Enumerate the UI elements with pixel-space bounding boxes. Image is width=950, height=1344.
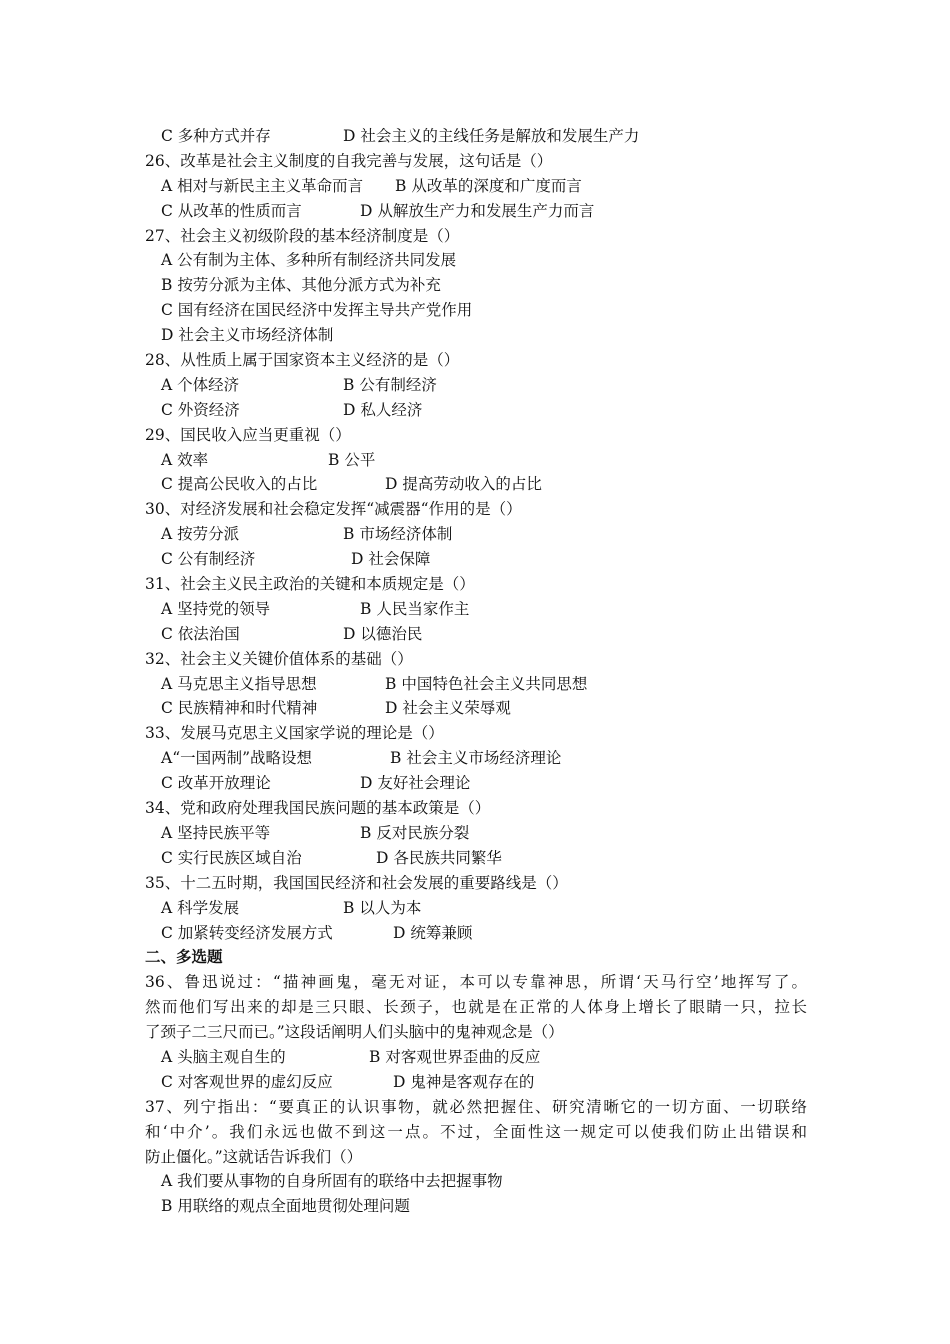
answer-option: A 个体经济 [161, 375, 240, 394]
answer-option: B 以人为本 [343, 898, 422, 917]
options-row [145, 622, 807, 647]
options-row [145, 398, 807, 423]
options-row [145, 448, 807, 473]
answer-option: A 我们要从事物的自身所固有的联络中去把握事物 [161, 1172, 503, 1191]
answer-option: B 公平 [328, 450, 376, 469]
answer-option: A 公有制为主体、多种所有制经济共同发展 [161, 251, 457, 270]
options-row [145, 298, 807, 323]
answer-option: D 各民族共同繁华 [376, 848, 502, 867]
answer-option: D 社会主义的主线任务是解放和发展生产力 [343, 127, 640, 145]
answer-option: D 社会主义荣辱观 [385, 699, 511, 718]
answer-option: D 统筹兼顾 [393, 923, 473, 942]
options-row [145, 1045, 807, 1070]
answer-option: A 马克思主义指导思想 [161, 674, 317, 693]
options-row [145, 771, 807, 796]
options-row [145, 1169, 807, 1194]
options-row [145, 896, 807, 921]
answer-option: B 从改革的深度和广度而言 [395, 176, 582, 195]
answer-option: A 坚持党的领导 [161, 599, 271, 618]
question-paragraph-line: 37、列宁指出：“要真正的认识事物，就必然把握住、研究清晰它的一切方面、一切联络 [145, 1097, 807, 1116]
answer-option: C 外资经济 [161, 400, 240, 419]
options-row [145, 547, 807, 572]
options-row [145, 273, 807, 298]
answer-option: C 提高公民收入的占比 [161, 475, 318, 494]
question-paragraph-line: 然而他们写出来的却是三只眼、长颈子，也就是在正常的人体身上增长了眼睛一只，拉长 [145, 998, 807, 1017]
answer-option: D 社会保障 [351, 550, 431, 569]
options-row [145, 746, 807, 771]
question-paragraph-line: 防止僵化。”这就话告诉我们（） [145, 1147, 363, 1166]
answer-option: D 私人经济 [343, 400, 423, 419]
question-paragraph-line: 和‘中介’。我们永远也做不到这一点。不过，全面性这一规定可以使我们防止出错误和 [145, 1122, 807, 1141]
options-row [145, 323, 807, 348]
options-row [145, 846, 807, 871]
options-row [145, 672, 807, 697]
section-heading: 二、多选题 [145, 947, 223, 967]
options-row [145, 373, 807, 398]
answer-option: C 实行民族区域自治 [161, 848, 302, 867]
answer-option: C 民族精神和时代精神 [161, 699, 318, 718]
options-row [145, 597, 807, 622]
answer-option: A“一国两制”战略设想 [161, 749, 313, 768]
answer-option: B 反对民族分裂 [360, 823, 470, 842]
answer-option: C 从改革的性质而言 [161, 201, 302, 220]
question-text: 29、国民收入应当更重视（） [145, 425, 351, 444]
answer-option: D 从解放生产力和发展生产力而言 [360, 201, 595, 220]
answer-option: D 友好社会理论 [360, 774, 471, 793]
options-row [145, 696, 807, 721]
question-text: 33、发展马克思主义国家学说的理论是（） [145, 724, 444, 743]
options-row [145, 522, 807, 547]
answer-option: A 科学发展 [161, 898, 240, 917]
answer-option: B 公有制经济 [343, 375, 437, 394]
question-paragraph-line: 了颈子二三尺而已。”这段话阐明人们头脑中的鬼神观念是（） [145, 1023, 564, 1042]
question-text: 28、从性质上属于国家资本主义经济的是（） [145, 351, 460, 370]
answer-option: A 头脑主观自生的 [161, 1047, 286, 1066]
answer-option: C 多种方式并存 [161, 127, 271, 145]
question-paragraph-line: 36、鲁迅说过：“描神画鬼，毫无对证，本可以专靠神思，所谓‘天马行空’地挥写了。 [145, 973, 807, 992]
answer-option: C 国有经济在国民经济中发挥主导共产党作用 [161, 301, 473, 320]
answer-option: C 依法治国 [161, 624, 240, 643]
options-row [145, 174, 807, 199]
answer-option: B 人民当家作主 [360, 599, 470, 618]
options-row [145, 1070, 807, 1095]
options-row [145, 921, 807, 946]
options-row [145, 1194, 807, 1219]
options-row [145, 199, 807, 224]
question-text: 31、社会主义民主政治的关键和本质规定是（） [145, 575, 475, 594]
answer-option: A 按劳分派 [161, 525, 240, 544]
question-text: 26、改革是社会主义制度的自我完善与发展，这句话是（） [145, 151, 553, 170]
question-text: 27、社会主义初级阶段的基本经济制度是（） [145, 226, 460, 245]
options-row [145, 124, 807, 149]
answer-option: C 公有制经济 [161, 550, 256, 569]
answer-option: C 改革开放理论 [161, 774, 271, 793]
answer-option: D 鬼神是客观存在的 [393, 1072, 535, 1091]
answer-option: A 相对与新民主主义革命而言 [161, 176, 364, 195]
answer-option: A 效率 [161, 450, 209, 469]
options-row [145, 248, 807, 273]
answer-option: D 提高劳动收入的占比 [385, 475, 542, 494]
question-text: 34、党和政府处理我国民族问题的基本政策是（） [145, 799, 491, 818]
options-row [145, 821, 807, 846]
answer-option: C 对客观世界的虚幻反应 [161, 1072, 333, 1091]
answer-option: B 中国特色社会主义共同思想 [385, 674, 588, 693]
answer-option: B 按劳分派为主体、其他分派方式为补充 [161, 276, 441, 295]
exam-content [145, 124, 807, 1219]
answer-option: C 加紧转变经济发展方式 [161, 923, 333, 942]
question-text: 32、社会主义关键价值体系的基础（） [145, 649, 413, 668]
answer-option: A 坚持民族平等 [161, 823, 271, 842]
answer-option: B 用联络的观点全面地贯彻处理问题 [161, 1197, 410, 1216]
answer-option: B 市场经济体制 [343, 525, 453, 544]
question-text: 30、对经济发展和社会稳定发挥“减震器“作用的是（） [145, 500, 522, 519]
answer-option: B 社会主义市场经济理论 [390, 749, 562, 768]
options-row [145, 472, 807, 497]
answer-option: D 社会主义市场经济体制 [161, 326, 334, 345]
answer-option: D 以德治民 [343, 624, 423, 643]
question-text: 35、十二五时期，我国国民经济和社会发展的重要路线是（） [145, 873, 568, 892]
answer-option: B 对客观世界歪曲的反应 [369, 1047, 541, 1066]
